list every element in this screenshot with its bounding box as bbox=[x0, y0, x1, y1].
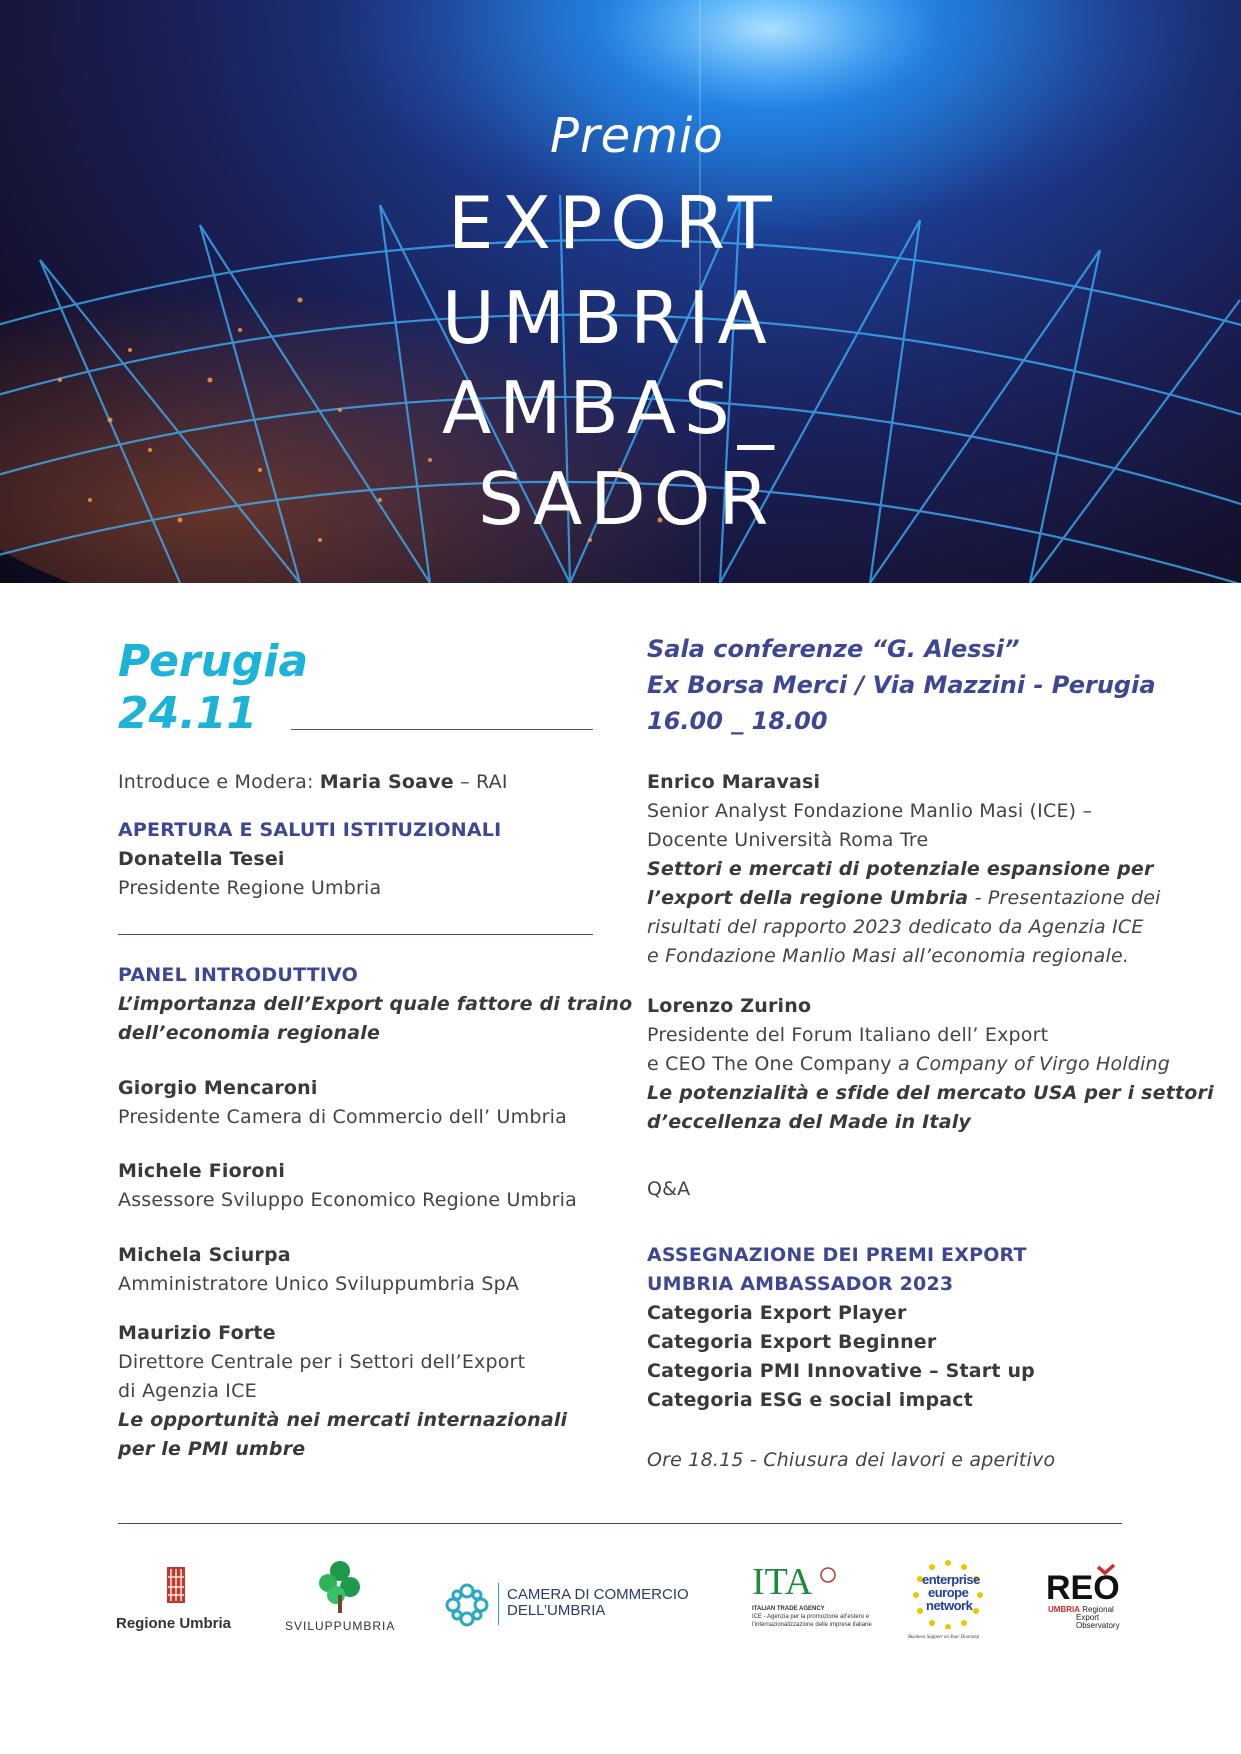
event-title-block bbox=[0, 0, 1241, 583]
footer-divider bbox=[118, 1523, 1122, 1524]
venue-line-2: Ex Borsa Merci / Via Mazzini - Perugia bbox=[647, 671, 1156, 699]
speaker-role-line-1: Presidente del Forum Italiano dell’ Export bbox=[647, 1024, 1049, 1046]
een-tagline: Business Support on Your Doorstep bbox=[908, 1635, 980, 1640]
premio-label: Premio bbox=[550, 108, 724, 164]
title-line-1: EXPORT bbox=[448, 181, 780, 265]
title-line-3: AMBAS_ bbox=[442, 366, 782, 450]
een-line-3: network bbox=[926, 1598, 973, 1613]
panel-heading: PANEL INTRODUTTIVO bbox=[118, 964, 358, 986]
panel-section bbox=[118, 961, 632, 1048]
opening-section bbox=[118, 816, 501, 903]
venue-time: 16.00 _ 18.00 bbox=[647, 707, 828, 735]
award-category: Categoria Export Player bbox=[647, 1302, 907, 1324]
speaker-role: Amministratore Unico Sviluppumbria SpA bbox=[118, 1273, 520, 1295]
awards-section bbox=[647, 1241, 1035, 1415]
award-category: Categoria ESG e social impact bbox=[647, 1389, 974, 1411]
reo-sub-umbria: UMBRIA bbox=[1048, 1605, 1080, 1614]
camera-commercio-text bbox=[507, 1587, 689, 1619]
reo-sub-observatory: Observatory bbox=[1076, 1621, 1120, 1630]
speaker-maravasi bbox=[647, 768, 1161, 971]
ita-sub-line-2: ICE - Agenzia per la promozione all’estero e bbox=[752, 1614, 870, 1620]
regione-umbria-logo bbox=[116, 1565, 256, 1645]
enterprise-europe-network-logo bbox=[908, 1557, 998, 1647]
venue-block bbox=[647, 631, 1156, 739]
reo-sub-regional: Regional bbox=[1080, 1605, 1114, 1614]
title-line-4: SADOR bbox=[478, 457, 777, 541]
date: 24.11 bbox=[118, 688, 258, 739]
speaker-name: Lorenzo Zurino bbox=[647, 995, 812, 1017]
camera-commercio-emblem-icon bbox=[443, 1581, 491, 1629]
talk-title-line-2: per le PMI umbre bbox=[118, 1438, 306, 1460]
city: Perugia bbox=[118, 636, 309, 687]
speaker-name: Enrico Maravasi bbox=[647, 771, 821, 793]
speaker-role: Presidente Camera di Commercio dell’ Umbria bbox=[118, 1106, 567, 1128]
sviluppumbria-logo bbox=[285, 1557, 395, 1647]
ita-sub-line-1: ITALIAN TRADE AGENCY bbox=[752, 1606, 825, 1612]
company-note: a Company of Virgo Holding bbox=[897, 1053, 1171, 1075]
speaker-sciurpa bbox=[118, 1241, 519, 1299]
reo-wordmark: REO bbox=[1046, 1569, 1120, 1607]
regione-umbria-label: Regione Umbria bbox=[116, 1615, 232, 1632]
speaker-name: Giorgio Mencaroni bbox=[118, 1077, 318, 1099]
speaker-forte bbox=[118, 1319, 567, 1464]
sviluppumbria-tree-icon bbox=[310, 1557, 370, 1615]
moderator-prefix: Introduce e Modera: bbox=[118, 771, 320, 793]
city-date-block bbox=[118, 636, 308, 740]
speaker-name: Maurizio Forte bbox=[118, 1322, 276, 1344]
speaker-mencaroni bbox=[118, 1074, 567, 1132]
talk-title-line-2: l’export della regione Umbria bbox=[647, 887, 969, 909]
talk-description-line-3: e Fondazione Manlio Masi all’economia regionale. bbox=[647, 945, 1130, 967]
closing-text: Ore 18.15 - Chiusura dei lavori e aperitivo bbox=[647, 1449, 1056, 1471]
opening-speaker-name: Donatella Tesei bbox=[118, 848, 285, 870]
partner-logos bbox=[0, 1545, 1241, 1665]
hero-banner bbox=[0, 0, 1241, 583]
speaker-name: Michele Fioroni bbox=[118, 1160, 286, 1182]
ita-sub-line-3: l’internazionalizzazione delle imprese italiane bbox=[752, 1622, 872, 1628]
een-line-1: enterprise bbox=[922, 1572, 980, 1587]
speaker-fioroni bbox=[118, 1157, 577, 1215]
closing-note bbox=[647, 1446, 1055, 1475]
speaker-role-line-2: e CEO The One Company bbox=[647, 1053, 898, 1075]
opening-speaker-role: Presidente Regione Umbria bbox=[118, 877, 382, 899]
camera-line-2: DELL’UMBRIA bbox=[507, 1602, 606, 1619]
panel-title-line-1: L’importanza dell’Export quale fattore di traino bbox=[118, 993, 633, 1015]
title-line-2: UMBRIA bbox=[442, 276, 775, 360]
venue-line-1: Sala conferenze “G. Alessi” bbox=[647, 635, 1020, 663]
een-line-2: europe bbox=[928, 1585, 969, 1600]
talk-description-start: - Presentazione dei bbox=[968, 887, 1161, 909]
speaker-zurino bbox=[647, 992, 1214, 1137]
ita-seal-icon bbox=[820, 1567, 836, 1583]
section-divider bbox=[118, 934, 593, 935]
awards-heading-line-2: UMBRIA AMBASSADOR 2023 bbox=[647, 1273, 954, 1295]
reo-logo bbox=[1046, 1563, 1126, 1643]
moderator-line bbox=[118, 768, 508, 797]
een-wordmark bbox=[922, 1573, 980, 1612]
award-category: Categoria PMI Innovative – Start up bbox=[647, 1360, 1035, 1382]
qa-item bbox=[647, 1175, 690, 1204]
talk-title-line-2: d’eccellenza del Made in Italy bbox=[647, 1111, 972, 1133]
camera-divider bbox=[498, 1583, 499, 1625]
panel-title-line-2: dell’economia regionale bbox=[118, 1022, 381, 1044]
ita-logo bbox=[752, 1563, 872, 1643]
date-underline bbox=[291, 729, 593, 730]
ita-subtitle bbox=[752, 1605, 872, 1629]
speaker-role-line-2: Docente Università Roma Tre bbox=[647, 829, 929, 851]
speaker-role-line-2: di Agenzia ICE bbox=[118, 1380, 257, 1402]
camera-commercio-logo bbox=[443, 1581, 703, 1641]
award-category: Categoria Export Beginner bbox=[647, 1331, 937, 1353]
talk-title-line-1: Le potenzialità e sfide del mercato USA per i settori bbox=[647, 1082, 1214, 1104]
talk-description-line-2: risultati del rapporto 2023 dedicato da Agenzia ICE bbox=[647, 916, 1144, 938]
moderator-suffix: – RAI bbox=[453, 771, 508, 793]
camera-line-1: CAMERA DI COMMERCIO bbox=[507, 1586, 689, 1603]
moderator-name: Maria Soave bbox=[319, 771, 454, 793]
regione-umbria-emblem-icon bbox=[116, 1565, 256, 1607]
talk-title-line-1: Settori e mercati di potenziale espansione per bbox=[647, 858, 1154, 880]
ita-wordmark: ITA bbox=[752, 1561, 813, 1603]
talk-title-line-1: Le opportunità nei mercati internazionali bbox=[118, 1409, 568, 1431]
sviluppumbria-label: SVILUPPUMBRIA bbox=[285, 1619, 396, 1633]
reo-sub-export: Export bbox=[1076, 1613, 1100, 1622]
speaker-role: Assessore Sviluppo Economico Regione Umbria bbox=[118, 1189, 577, 1211]
speaker-name: Michela Sciurpa bbox=[118, 1244, 291, 1266]
opening-heading: APERTURA E SALUTI ISTITUZIONALI bbox=[118, 819, 502, 841]
speaker-role-line-1: Direttore Centrale per i Settori dell’Export bbox=[118, 1351, 526, 1373]
qa-label: Q&A bbox=[647, 1178, 691, 1200]
awards-heading-line-1: ASSEGNAZIONE DEI PREMI EXPORT bbox=[647, 1244, 1027, 1266]
speaker-role-line-1: Senior Analyst Fondazione Manlio Masi (ICE) – bbox=[647, 800, 1093, 822]
reo-subtitle bbox=[1048, 1606, 1120, 1630]
